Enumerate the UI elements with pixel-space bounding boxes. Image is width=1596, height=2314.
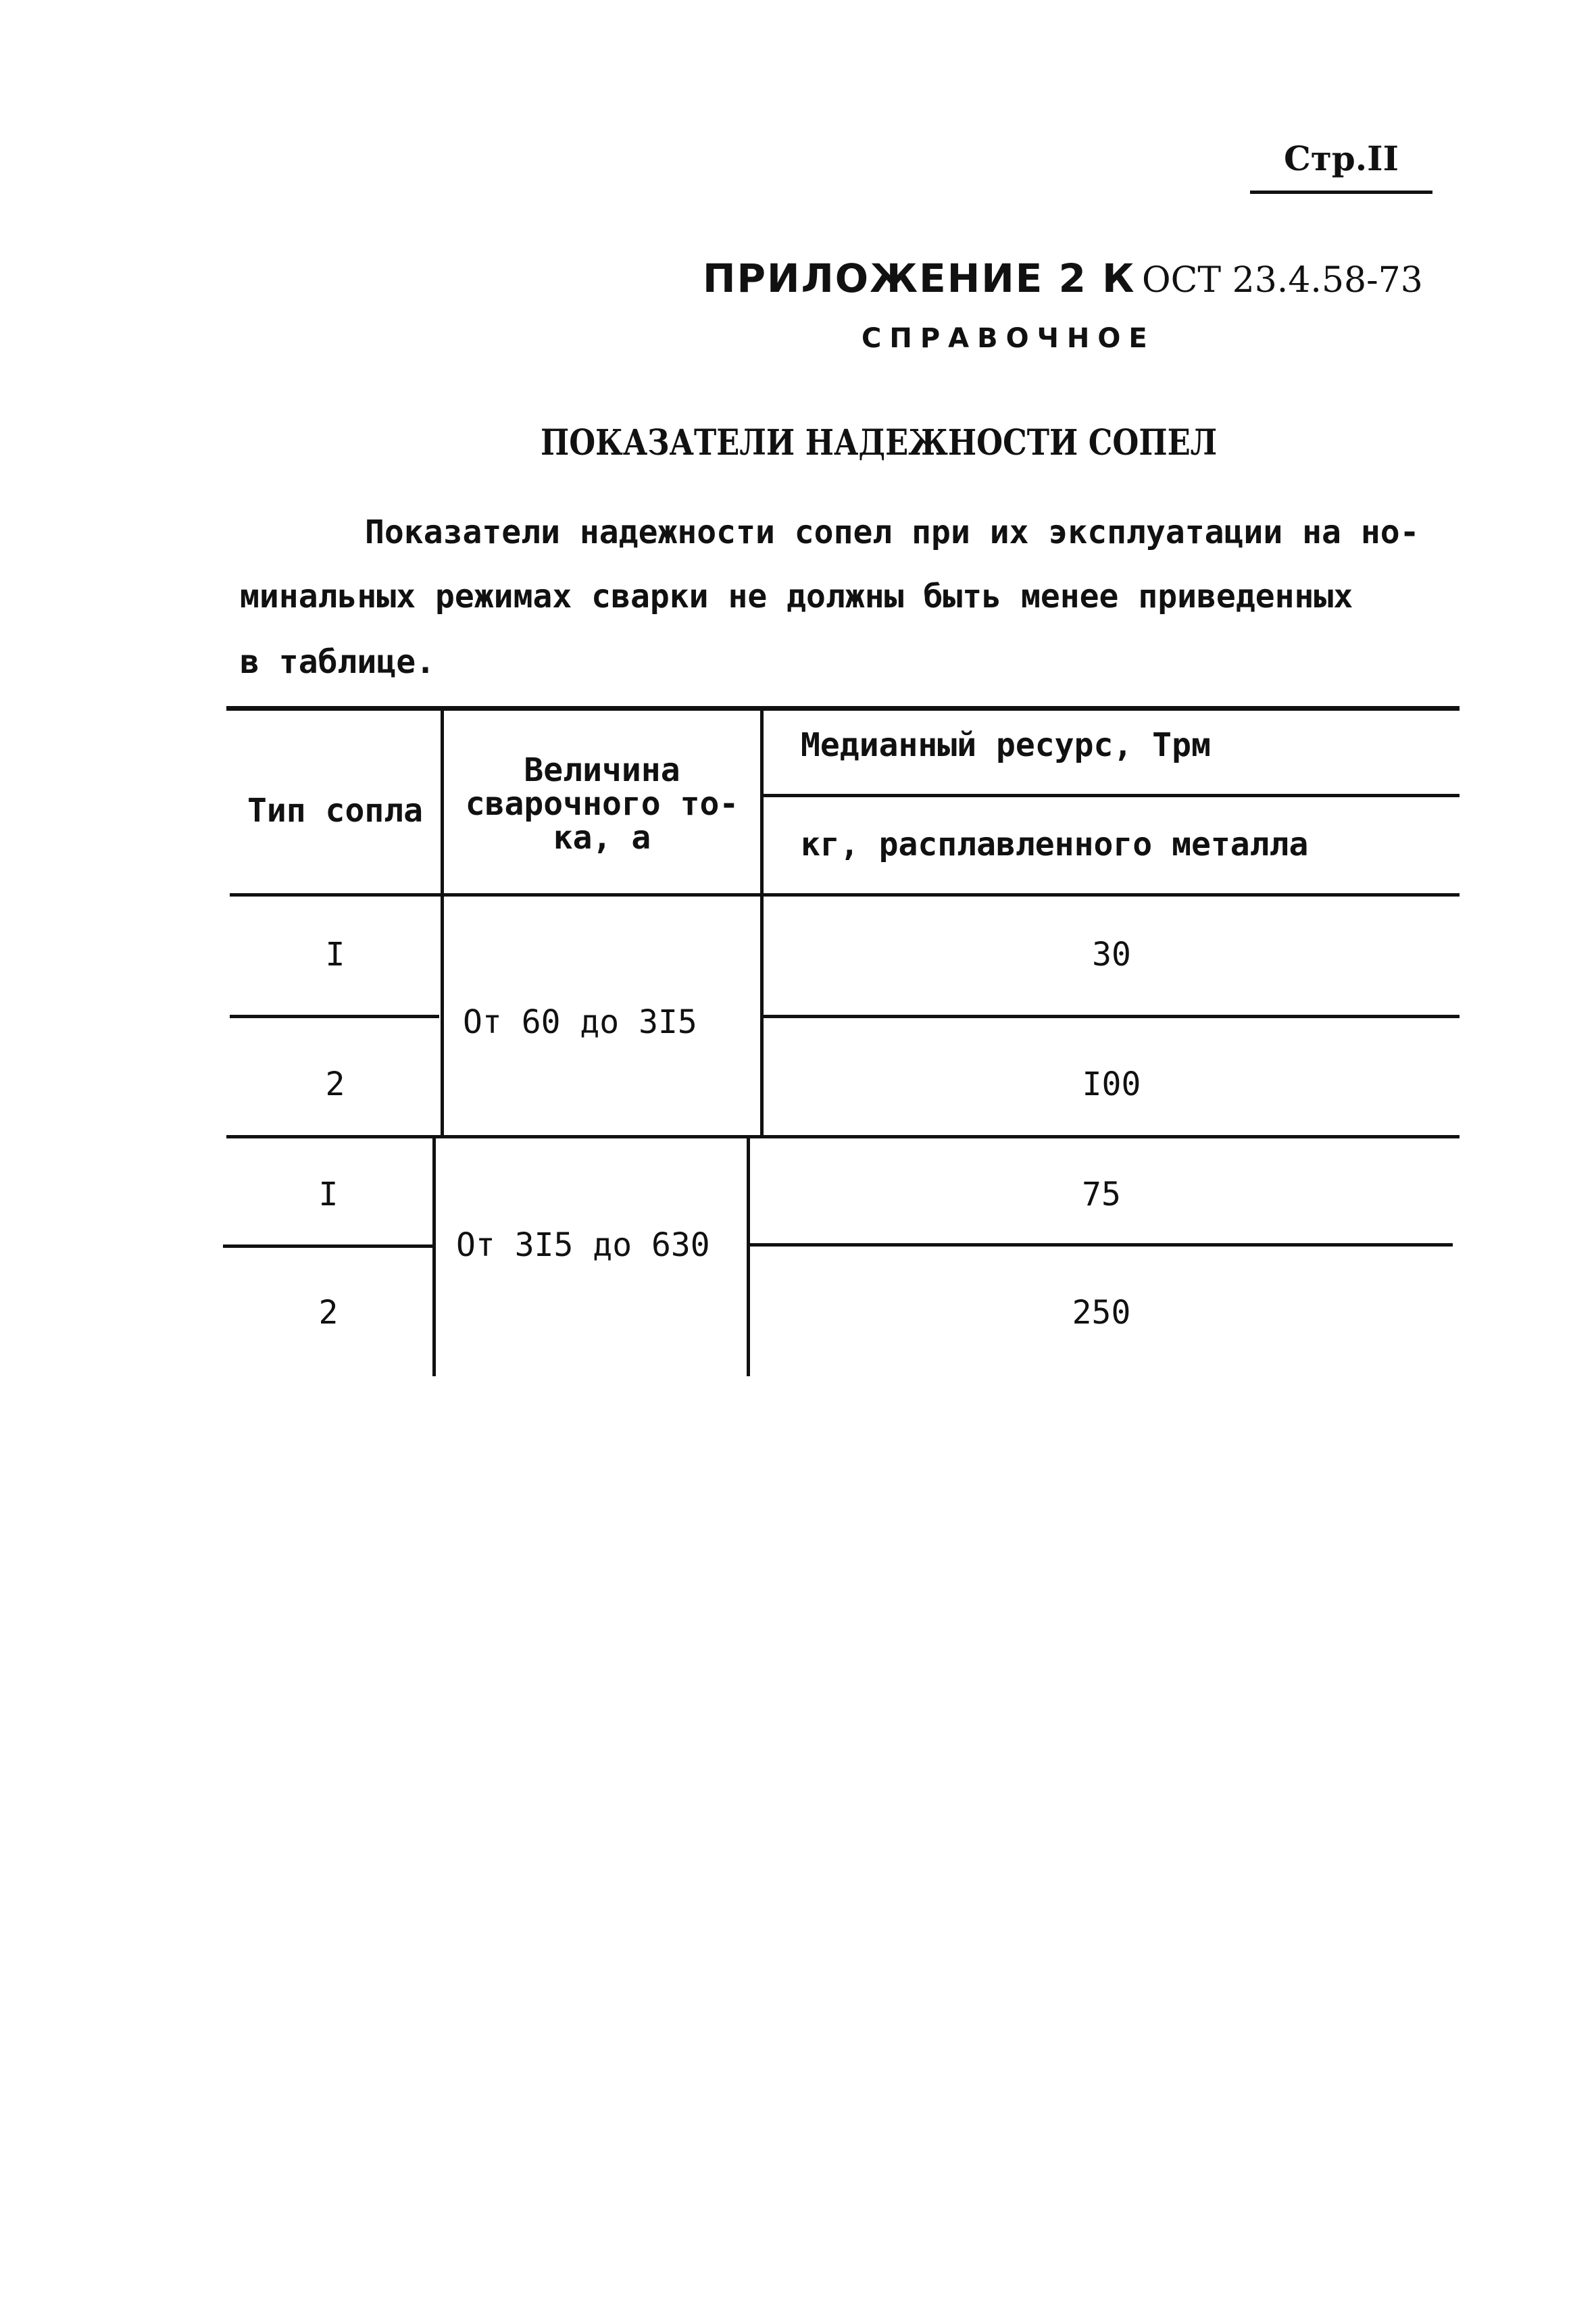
row-3-resource: 75: [1082, 1176, 1121, 1213]
column-rule-1-lower: [432, 1135, 436, 1376]
row-divider-right-1: [762, 1015, 1460, 1018]
paragraph-line-3: в таблице.: [240, 643, 435, 681]
paragraph-line-2: минальных режимах сварки не должны быть менее приведенных: [240, 578, 1353, 615]
header-resource-line-2: кг, расплавленного металла: [801, 826, 1309, 863]
resource-header-divider: [762, 794, 1460, 797]
group-divider: [226, 1135, 1460, 1138]
row-1-resource: 30: [1092, 936, 1131, 974]
row-1-type: I: [325, 936, 345, 974]
group-2-current: От 3I5 до 630: [456, 1226, 710, 1264]
header-resource-line-1: Медианный ресурс, Трм: [801, 726, 1211, 764]
row-3-type: I: [318, 1176, 339, 1213]
header-nozzle-type: Тип сопла: [247, 792, 424, 830]
row-divider-left-2: [223, 1244, 432, 1248]
table-top-rule: [226, 706, 1460, 711]
row-2-type: 2: [325, 1065, 345, 1103]
row-divider-left-1: [230, 1015, 439, 1018]
group-1-current: От 60 до 3I5: [463, 1003, 697, 1041]
page-number-underline: [1250, 191, 1432, 194]
header-current-line-3: ка, а: [553, 819, 651, 857]
row-divider-right-2: [750, 1243, 1453, 1247]
row-4-type: 2: [318, 1294, 339, 1332]
document-title: ПОКАЗАТЕЛИ НАДЕЖНОСТИ СОПЕЛ: [541, 422, 1218, 463]
paragraph-line-1: Показатели надежности сопел при их эксплуатации на но-: [365, 513, 1420, 551]
header-current-line-1: Величина: [524, 751, 680, 789]
column-rule-2-lower: [747, 1135, 750, 1376]
row-4-resource: 250: [1072, 1294, 1131, 1332]
row-2-resource: I00: [1082, 1065, 1141, 1103]
standard-number: ОСТ 23.4.58-73: [1142, 260, 1423, 301]
appendix-label: ПРИЛОЖЕНИЕ 2 К: [703, 255, 1136, 301]
header-current-line-2: сварочного то-: [465, 785, 739, 823]
table-header-rule: [230, 893, 1460, 897]
page-number: Стр.II: [1284, 139, 1399, 178]
reference-label: СПРАВОЧНОЕ: [862, 323, 1155, 354]
